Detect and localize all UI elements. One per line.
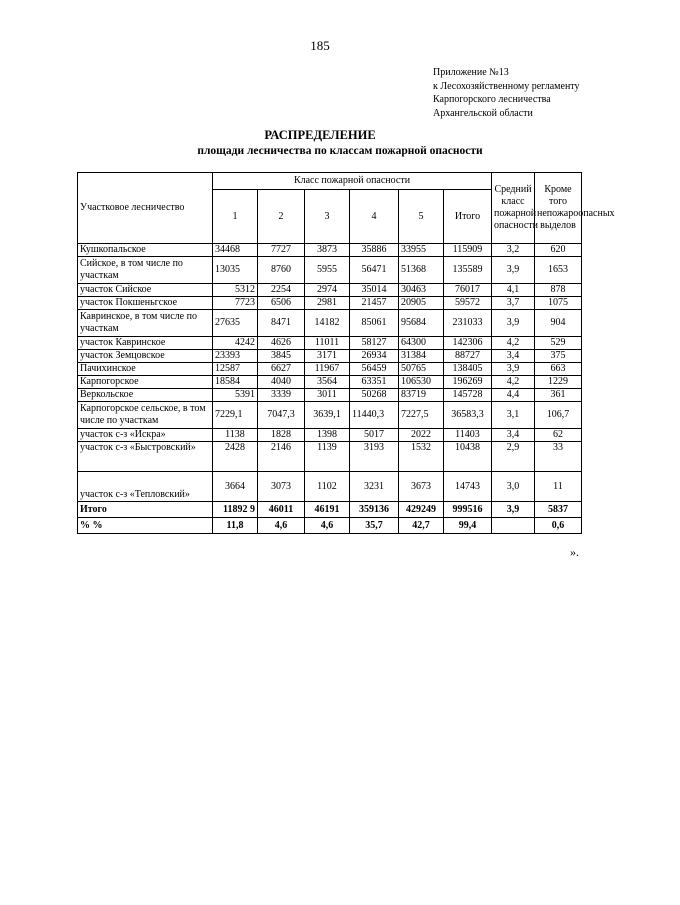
cell-class-1: 7723: [213, 297, 258, 310]
cell-class-4: 35886: [350, 244, 399, 257]
cell-class-2: 3339: [258, 389, 305, 402]
cell-total: 36583,3: [444, 402, 492, 429]
row-name: участок Покшеньгское: [78, 297, 213, 310]
cell-class-5: 33955: [399, 244, 444, 257]
cell-except: 11: [535, 472, 582, 502]
cell-class-4: 63351: [350, 376, 399, 389]
cell-class-5: 3673: [399, 472, 444, 502]
header-class-group: Класс пожарной опасности: [213, 173, 492, 190]
appendix-note: [433, 66, 580, 120]
appendix-line: к Лесохозяйственному регламенту: [433, 80, 580, 92]
cell-class-1: 13035: [213, 257, 258, 284]
cell-class-4: 11440,3: [350, 402, 399, 429]
cell-class-1: 12587: [213, 363, 258, 376]
cell-avg: 3,1: [492, 402, 535, 429]
cell-class-4: 56471: [350, 257, 399, 284]
cell-avg: 3,0: [492, 472, 535, 502]
fire-class-table: [77, 172, 615, 534]
cell-avg: 4,2: [492, 337, 535, 350]
cell-class-3: 2974: [305, 284, 350, 297]
header-class-5: 5: [399, 190, 444, 244]
cell-except: 529: [535, 337, 582, 350]
header-class-2: 2: [258, 190, 305, 244]
cell-class-1: 34468: [213, 244, 258, 257]
page-number: 185: [310, 38, 330, 53]
cell-avg: 3,2: [492, 244, 535, 257]
table-row: [78, 284, 582, 297]
cell-avg: 3,9: [492, 257, 535, 284]
cell-except: 375: [535, 350, 582, 363]
cell-class-4: 3193: [350, 442, 399, 472]
row-name: Кушкопальское: [78, 244, 213, 257]
table-row: [78, 472, 582, 502]
cell-class-4: 85061: [350, 310, 399, 337]
header-class-total: Итого: [444, 190, 492, 244]
cell-except: 1229: [535, 376, 582, 389]
document-title: РАСПРЕДЕЛЕНИЕ: [264, 128, 376, 142]
cell-class-3: 4,6: [305, 518, 350, 534]
appendix-line: Приложение №13: [433, 67, 509, 78]
row-name: участок с-з «Искра»: [78, 429, 213, 442]
cell-class-3: 11967: [305, 363, 350, 376]
cell-class-5: 30463: [399, 284, 444, 297]
cell-class-2: 4040: [258, 376, 305, 389]
cell-class-1: 3664: [213, 472, 258, 502]
cell-avg: 3,9: [492, 502, 535, 518]
row-name: участок с-з «Тепловский»: [78, 472, 213, 502]
cell-class-1: 5391: [213, 389, 258, 402]
cell-class-2: 8471: [258, 310, 305, 337]
cell-class-1: 11892 9: [213, 502, 258, 518]
cell-class-4: 50268: [350, 389, 399, 402]
cell-class-3: 1102: [305, 472, 350, 502]
cell-class-1: 23393: [213, 350, 258, 363]
table-row: [78, 337, 582, 350]
cell-class-5: 50765: [399, 363, 444, 376]
table-row: [78, 310, 582, 337]
cell-class-2: 2254: [258, 284, 305, 297]
cell-avg: 4,2: [492, 376, 535, 389]
cell-class-2: 1828: [258, 429, 305, 442]
header-avg-class: Средний класс пожарной опасности: [492, 173, 535, 244]
cell-class-1: 27635: [213, 310, 258, 337]
cell-class-1: 1138: [213, 429, 258, 442]
cell-class-5: 95684: [399, 310, 444, 337]
header-district: Участковое лесничество: [78, 173, 213, 244]
cell-except: 1075: [535, 297, 582, 310]
cell-class-2: 6627: [258, 363, 305, 376]
cell-class-5: 31384: [399, 350, 444, 363]
cell-class-3: 2981: [305, 297, 350, 310]
cell-total: 138405: [444, 363, 492, 376]
cell-except: 5837: [535, 502, 582, 518]
cell-class-5: 2022: [399, 429, 444, 442]
cell-except: 0,6: [535, 518, 582, 534]
cell-avg: 3,9: [492, 363, 535, 376]
cell-class-4: 58127: [350, 337, 399, 350]
cell-except: 33: [535, 442, 582, 472]
cell-total: 115909: [444, 244, 492, 257]
cell-except: 663: [535, 363, 582, 376]
cell-class-3: 3639,1: [305, 402, 350, 429]
cell-class-1: 4242: [213, 337, 258, 350]
cell-class-3: 46191: [305, 502, 350, 518]
cell-class-5: 106530: [399, 376, 444, 389]
appendix-line: Архангельской области: [433, 107, 533, 119]
cell-class-2: 46011: [258, 502, 305, 518]
table-row: [78, 350, 582, 363]
cell-total: 99,4: [444, 518, 492, 534]
cell-except: 106,7: [535, 402, 582, 429]
cell-class-2: 8760: [258, 257, 305, 284]
cell-total: 231033: [444, 310, 492, 337]
cell-total: 999516: [444, 502, 492, 518]
header-except: Кроме того непожароопасных выделов: [535, 173, 582, 244]
cell-class-2: 4,6: [258, 518, 305, 534]
cell-except: 62: [535, 429, 582, 442]
cell-avg: [492, 518, 535, 534]
row-name: Пачихинское: [78, 363, 213, 376]
cell-class-1: 5312: [213, 284, 258, 297]
cell-total: 145728: [444, 389, 492, 402]
cell-class-2: 3845: [258, 350, 305, 363]
cell-class-4: 359136: [350, 502, 399, 518]
table-row: [78, 376, 582, 389]
cell-avg: 3,7: [492, 297, 535, 310]
percent-row: [78, 518, 582, 534]
cell-total: 11403: [444, 429, 492, 442]
row-name: Итого: [78, 502, 213, 518]
table-row: [78, 402, 582, 429]
cell-class-3: 14182: [305, 310, 350, 337]
cell-class-4: 21457: [350, 297, 399, 310]
cell-class-3: 3171: [305, 350, 350, 363]
cell-class-5: 64300: [399, 337, 444, 350]
table-row: [78, 257, 582, 284]
row-name: участок Кавринское: [78, 337, 213, 350]
cell-avg: 2,9: [492, 442, 535, 472]
cell-class-2: 4626: [258, 337, 305, 350]
cell-class-2: 3073: [258, 472, 305, 502]
table-row: [78, 297, 582, 310]
cell-class-1: 11,8: [213, 518, 258, 534]
cell-except: 361: [535, 389, 582, 402]
row-name: Веркольское: [78, 389, 213, 402]
row-name: Карпогорское: [78, 376, 213, 389]
cell-class-5: 7227,5: [399, 402, 444, 429]
cell-class-3: 3564: [305, 376, 350, 389]
cell-avg: 3,4: [492, 429, 535, 442]
closing-quote: ».: [570, 545, 579, 559]
cell-avg: 4,4: [492, 389, 535, 402]
cell-class-2: 2146: [258, 442, 305, 472]
total-row: [78, 502, 582, 518]
row-name: Сийское, в том числе по участкам: [78, 257, 213, 284]
cell-class-2: 6506: [258, 297, 305, 310]
cell-class-4: 56459: [350, 363, 399, 376]
cell-total: 142306: [444, 337, 492, 350]
cell-except: 878: [535, 284, 582, 297]
cell-class-5: 20905: [399, 297, 444, 310]
cell-class-3: 1398: [305, 429, 350, 442]
cell-total: 59572: [444, 297, 492, 310]
cell-total: 88727: [444, 350, 492, 363]
document-subtitle: площади лесничества по классам пожарной опасности: [197, 145, 483, 157]
header-class-4: 4: [350, 190, 399, 244]
cell-class-3: 11011: [305, 337, 350, 350]
cell-except: 620: [535, 244, 582, 257]
cell-total: 10438: [444, 442, 492, 472]
cell-class-3: 3873: [305, 244, 350, 257]
table-row: [78, 442, 582, 472]
cell-class-5: 429249: [399, 502, 444, 518]
cell-class-5: 42,7: [399, 518, 444, 534]
cell-class-3: 5955: [305, 257, 350, 284]
cell-except: 904: [535, 310, 582, 337]
row-name: Кавринское, в том числе по участкам: [78, 310, 213, 337]
cell-class-5: 83719: [399, 389, 444, 402]
cell-total: 135589: [444, 257, 492, 284]
cell-class-3: 1139: [305, 442, 350, 472]
appendix-line: Карпогорского лесничества: [433, 94, 551, 105]
cell-class-1: 18584: [213, 376, 258, 389]
cell-class-2: 7727: [258, 244, 305, 257]
table-row: [78, 389, 582, 402]
row-name: % %: [78, 518, 213, 534]
cell-class-3: 3011: [305, 389, 350, 402]
cell-class-4: 35014: [350, 284, 399, 297]
cell-avg: 4,1: [492, 284, 535, 297]
table-row: [78, 363, 582, 376]
header-class-3: 3: [305, 190, 350, 244]
cell-class-4: 35,7: [350, 518, 399, 534]
table-row: [78, 244, 582, 257]
table-row: [78, 429, 582, 442]
cell-class-4: 3231: [350, 472, 399, 502]
cell-total: 196269: [444, 376, 492, 389]
cell-total: 14743: [444, 472, 492, 502]
row-name: участок Сийское: [78, 284, 213, 297]
cell-class-2: 7047,3: [258, 402, 305, 429]
cell-except: 1653: [535, 257, 582, 284]
cell-avg: 3,4: [492, 350, 535, 363]
row-name: Карпогорское сельское, в том числе по участкам: [78, 402, 213, 429]
cell-class-5: 1532: [399, 442, 444, 472]
cell-avg: 3,9: [492, 310, 535, 337]
cell-class-5: 51368: [399, 257, 444, 284]
cell-class-4: 26934: [350, 350, 399, 363]
cell-class-1: 7229,1: [213, 402, 258, 429]
header-class-1: 1: [213, 190, 258, 244]
row-name: участок Земцовское: [78, 350, 213, 363]
cell-total: 76017: [444, 284, 492, 297]
cell-class-1: 2428: [213, 442, 258, 472]
row-name: участок с-з «Быстровский»: [78, 442, 213, 472]
cell-class-4: 5017: [350, 429, 399, 442]
